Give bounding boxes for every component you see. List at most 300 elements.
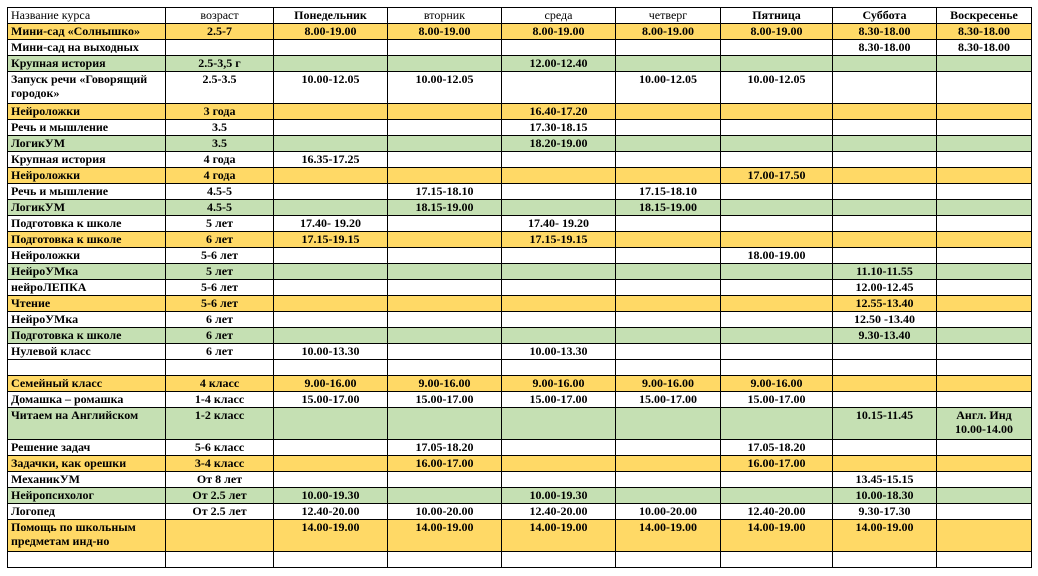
cell-course-name: Подготовка к школе xyxy=(8,232,166,248)
cell-age: 5-6 лет xyxy=(166,280,274,296)
cell-saturday: 11.10-11.55 xyxy=(833,264,937,280)
cell-wednesday xyxy=(502,408,616,440)
cell-course-name: Нейроложки xyxy=(8,248,166,264)
cell-sunday xyxy=(937,232,1032,248)
cell-tuesday: 15.00-17.00 xyxy=(388,392,502,408)
cell-age: 6 лет xyxy=(166,344,274,360)
cell-monday xyxy=(274,456,388,472)
cell-age: 6 лет xyxy=(166,328,274,344)
cell-wednesday: 14.00-19.00 xyxy=(502,520,616,552)
cell-course-name: Чтение xyxy=(8,296,166,312)
cell-tuesday xyxy=(388,472,502,488)
cell-age: 3.5 xyxy=(166,120,274,136)
cell-sunday xyxy=(937,312,1032,328)
cell-course-name: ЛогикУМ xyxy=(8,200,166,216)
cell-course-name: Логопед xyxy=(8,504,166,520)
cell-saturday: 8.30-18.00 xyxy=(833,40,937,56)
cell-monday: 9.00-16.00 xyxy=(274,376,388,392)
cell-thursday xyxy=(616,440,721,456)
cell-wednesday: 9.00-16.00 xyxy=(502,376,616,392)
cell-tuesday xyxy=(388,488,502,504)
cell-saturday: 14.00-19.00 xyxy=(833,520,937,552)
table-row xyxy=(8,376,1032,392)
cell-tuesday xyxy=(388,264,502,280)
cell-thursday: 8.00-19.00 xyxy=(616,24,721,40)
cell-friday xyxy=(721,216,833,232)
cell-monday xyxy=(274,296,388,312)
cell-age: 1-2 класс xyxy=(166,408,274,440)
cell-friday xyxy=(721,328,833,344)
table-row xyxy=(8,152,1032,168)
cell-tuesday xyxy=(388,136,502,152)
cell-course-name: МеханикУМ xyxy=(8,472,166,488)
schedule-table xyxy=(7,7,1032,568)
cell-saturday: 9.30-17.30 xyxy=(833,504,937,520)
cell-wednesday xyxy=(502,440,616,456)
cell-saturday: 9.30-13.40 xyxy=(833,328,937,344)
cell-wednesday xyxy=(502,40,616,56)
cell-saturday: 12.55-13.40 xyxy=(833,296,937,312)
cell-age: 3-4 класс xyxy=(166,456,274,472)
cell-thursday xyxy=(616,56,721,72)
cell-tuesday: 17.05-18.20 xyxy=(388,440,502,456)
cell-saturday xyxy=(833,56,937,72)
cell-age: 2.5-7 xyxy=(166,24,274,40)
cell-saturday: 10.00-18.30 xyxy=(833,488,937,504)
cell-monday xyxy=(274,184,388,200)
cell-saturday xyxy=(833,120,937,136)
cell-sunday xyxy=(937,520,1032,552)
table-row xyxy=(8,520,1032,552)
cell-saturday xyxy=(833,104,937,120)
cell-age: 3.5 xyxy=(166,136,274,152)
cell-wednesday: 10.00-19.30 xyxy=(502,488,616,504)
cell-friday: 12.40-20.00 xyxy=(721,504,833,520)
cell-monday xyxy=(274,472,388,488)
cell-wednesday: 17.40- 19.20 xyxy=(502,216,616,232)
cell-wednesday xyxy=(502,472,616,488)
cell-tuesday xyxy=(388,40,502,56)
cell-friday: 9.00-16.00 xyxy=(721,376,833,392)
cell-age: 1-4 класс xyxy=(166,392,274,408)
cell-sunday xyxy=(937,104,1032,120)
cell-wednesday: 17.30-18.15 xyxy=(502,120,616,136)
cell-thursday xyxy=(616,136,721,152)
cell-thursday: 10.00-20.00 xyxy=(616,504,721,520)
cell-friday xyxy=(721,104,833,120)
cell-sunday xyxy=(937,344,1032,360)
cell-friday xyxy=(721,344,833,360)
cell-thursday: 15.00-17.00 xyxy=(616,392,721,408)
cell-wednesday xyxy=(502,552,616,568)
cell-age xyxy=(166,40,274,56)
cell-friday: 17.05-18.20 xyxy=(721,440,833,456)
cell-saturday xyxy=(833,168,937,184)
cell-course-name: нейроЛЕПКА xyxy=(8,280,166,296)
cell-tuesday: 10.00-12.05 xyxy=(388,72,502,104)
header-thursday: четверг xyxy=(616,8,721,24)
cell-sunday xyxy=(937,440,1032,456)
cell-age: От 2.5 лет xyxy=(166,488,274,504)
cell-thursday xyxy=(616,232,721,248)
cell-course-name: Домашка – ромашка xyxy=(8,392,166,408)
cell-tuesday xyxy=(388,168,502,184)
cell-tuesday xyxy=(388,152,502,168)
table-row xyxy=(8,392,1032,408)
cell-tuesday xyxy=(388,56,502,72)
schedule-body xyxy=(8,8,1032,568)
cell-thursday: 17.15-18.10 xyxy=(616,184,721,200)
cell-monday: 10.00-13.30 xyxy=(274,344,388,360)
cell-thursday xyxy=(616,472,721,488)
cell-sunday: 8.30-18.00 xyxy=(937,40,1032,56)
cell-tuesday: 9.00-16.00 xyxy=(388,376,502,392)
cell-saturday: 8.30-18.00 xyxy=(833,24,937,40)
header-age: возраст xyxy=(166,8,274,24)
cell-tuesday xyxy=(388,408,502,440)
cell-age: 5 лет xyxy=(166,264,274,280)
cell-age xyxy=(166,360,274,376)
cell-friday xyxy=(721,120,833,136)
cell-saturday xyxy=(833,232,937,248)
cell-wednesday: 12.40-20.00 xyxy=(502,504,616,520)
table-row xyxy=(8,216,1032,232)
cell-sunday xyxy=(937,280,1032,296)
cell-wednesday xyxy=(502,152,616,168)
cell-sunday xyxy=(937,72,1032,104)
cell-wednesday xyxy=(502,184,616,200)
cell-monday: 12.40-20.00 xyxy=(274,504,388,520)
cell-friday xyxy=(721,232,833,248)
cell-thursday xyxy=(616,456,721,472)
cell-course-name: Нейроложки xyxy=(8,104,166,120)
table-row xyxy=(8,24,1032,40)
cell-thursday xyxy=(616,248,721,264)
table-row xyxy=(8,344,1032,360)
cell-wednesday: 17.15-19.15 xyxy=(502,232,616,248)
header-friday: Пятница xyxy=(721,8,833,24)
cell-tuesday xyxy=(388,344,502,360)
cell-friday: 10.00-12.05 xyxy=(721,72,833,104)
cell-thursday: 14.00-19.00 xyxy=(616,520,721,552)
cell-course-name: Решение задач xyxy=(8,440,166,456)
cell-saturday xyxy=(833,184,937,200)
cell-monday xyxy=(274,552,388,568)
cell-saturday: 12.00-12.45 xyxy=(833,280,937,296)
cell-sunday xyxy=(937,184,1032,200)
cell-saturday xyxy=(833,376,937,392)
cell-thursday xyxy=(616,280,721,296)
cell-thursday xyxy=(616,40,721,56)
cell-friday: 8.00-19.00 xyxy=(721,24,833,40)
cell-wednesday xyxy=(502,280,616,296)
cell-thursday xyxy=(616,296,721,312)
cell-monday xyxy=(274,248,388,264)
table-row xyxy=(8,40,1032,56)
table-row xyxy=(8,312,1032,328)
cell-course-name: Нейропсихолог xyxy=(8,488,166,504)
cell-tuesday xyxy=(388,280,502,296)
cell-friday xyxy=(721,152,833,168)
cell-course-name: Подготовка к школе xyxy=(8,216,166,232)
cell-saturday xyxy=(833,216,937,232)
cell-sunday xyxy=(937,168,1032,184)
table-row xyxy=(8,408,1032,440)
cell-sunday xyxy=(937,392,1032,408)
cell-monday: 10.00-19.30 xyxy=(274,488,388,504)
cell-thursday xyxy=(616,168,721,184)
cell-friday xyxy=(721,472,833,488)
table-row xyxy=(8,488,1032,504)
cell-friday xyxy=(721,360,833,376)
cell-course-name: Речь и мышление xyxy=(8,120,166,136)
cell-tuesday xyxy=(388,104,502,120)
cell-course-name: Читаем на Английском xyxy=(8,408,166,440)
cell-saturday xyxy=(833,552,937,568)
cell-age xyxy=(166,552,274,568)
cell-wednesday xyxy=(502,456,616,472)
cell-monday: 8.00-19.00 xyxy=(274,24,388,40)
cell-friday xyxy=(721,488,833,504)
cell-thursday xyxy=(616,120,721,136)
table-row xyxy=(8,552,1032,568)
cell-sunday xyxy=(937,248,1032,264)
table-row xyxy=(8,248,1032,264)
header-saturday: Суббота xyxy=(833,8,937,24)
cell-sunday xyxy=(937,360,1032,376)
header-wednesday: среда xyxy=(502,8,616,24)
cell-thursday xyxy=(616,408,721,440)
cell-saturday xyxy=(833,456,937,472)
cell-thursday: 18.15-19.00 xyxy=(616,200,721,216)
cell-course-name: Крупная история xyxy=(8,152,166,168)
table-row xyxy=(8,56,1032,72)
table-row xyxy=(8,72,1032,104)
cell-age: 4 класс xyxy=(166,376,274,392)
cell-tuesday xyxy=(388,312,502,328)
cell-monday xyxy=(274,408,388,440)
cell-wednesday xyxy=(502,328,616,344)
cell-thursday xyxy=(616,328,721,344)
cell-saturday xyxy=(833,152,937,168)
cell-course-name: Семейный класс xyxy=(8,376,166,392)
cell-tuesday xyxy=(388,232,502,248)
cell-saturday xyxy=(833,136,937,152)
table-row xyxy=(8,184,1032,200)
cell-wednesday: 12.00-12.40 xyxy=(502,56,616,72)
cell-friday: 14.00-19.00 xyxy=(721,520,833,552)
cell-monday: 16.35-17.25 xyxy=(274,152,388,168)
cell-sunday xyxy=(937,488,1032,504)
cell-friday: 18.00-19.00 xyxy=(721,248,833,264)
header-tuesday: вторник xyxy=(388,8,502,24)
cell-course-name: ЛогикУМ xyxy=(8,136,166,152)
table-row xyxy=(8,104,1032,120)
cell-monday: 14.00-19.00 xyxy=(274,520,388,552)
cell-sunday xyxy=(937,376,1032,392)
cell-saturday xyxy=(833,72,937,104)
cell-monday: 15.00-17.00 xyxy=(274,392,388,408)
cell-sunday: Англ. Инд 10.00-14.00 xyxy=(937,408,1032,440)
cell-friday: 15.00-17.00 xyxy=(721,392,833,408)
cell-friday xyxy=(721,184,833,200)
cell-wednesday: 18.20-19.00 xyxy=(502,136,616,152)
cell-course-name: Помощь по школьным предметам инд-но xyxy=(8,520,166,552)
cell-course-name: НейроУМка xyxy=(8,264,166,280)
table-row xyxy=(8,136,1032,152)
cell-friday: 16.00-17.00 xyxy=(721,456,833,472)
table-row xyxy=(8,120,1032,136)
cell-tuesday xyxy=(388,216,502,232)
cell-thursday xyxy=(616,104,721,120)
cell-monday xyxy=(274,264,388,280)
cell-thursday xyxy=(616,552,721,568)
cell-age: От 8 лет xyxy=(166,472,274,488)
cell-sunday xyxy=(937,216,1032,232)
cell-course-name: Мини-сад «Солнышко» xyxy=(8,24,166,40)
table-row xyxy=(8,280,1032,296)
table-row xyxy=(8,296,1032,312)
cell-monday xyxy=(274,200,388,216)
cell-age: 5-6 лет xyxy=(166,248,274,264)
cell-course-name: Мини-сад на выходных xyxy=(8,40,166,56)
cell-thursday: 10.00-12.05 xyxy=(616,72,721,104)
table-row xyxy=(8,472,1032,488)
cell-tuesday: 16.00-17.00 xyxy=(388,456,502,472)
cell-friday xyxy=(721,408,833,440)
table-row xyxy=(8,504,1032,520)
cell-monday xyxy=(274,360,388,376)
cell-age: 5-6 лет xyxy=(166,296,274,312)
cell-saturday xyxy=(833,344,937,360)
cell-wednesday xyxy=(502,248,616,264)
cell-wednesday: 16.40-17.20 xyxy=(502,104,616,120)
cell-wednesday: 8.00-19.00 xyxy=(502,24,616,40)
cell-tuesday xyxy=(388,328,502,344)
cell-monday: 17.15-19.15 xyxy=(274,232,388,248)
table-row xyxy=(8,200,1032,216)
cell-monday xyxy=(274,440,388,456)
cell-age: 4 года xyxy=(166,168,274,184)
cell-course-name: Нейроложки xyxy=(8,168,166,184)
cell-tuesday xyxy=(388,296,502,312)
cell-saturday xyxy=(833,248,937,264)
cell-thursday xyxy=(616,152,721,168)
cell-tuesday xyxy=(388,552,502,568)
cell-monday xyxy=(274,56,388,72)
table-row xyxy=(8,168,1032,184)
cell-monday: 10.00-12.05 xyxy=(274,72,388,104)
cell-tuesday xyxy=(388,120,502,136)
cell-sunday xyxy=(937,136,1032,152)
cell-tuesday xyxy=(388,360,502,376)
cell-course-name: Запуск речи «Говорящий городок» xyxy=(8,72,166,104)
cell-thursday xyxy=(616,360,721,376)
cell-age: От 2.5 лет xyxy=(166,504,274,520)
cell-sunday xyxy=(937,200,1032,216)
cell-wednesday xyxy=(502,72,616,104)
cell-wednesday xyxy=(502,296,616,312)
cell-wednesday xyxy=(502,200,616,216)
cell-friday xyxy=(721,296,833,312)
cell-course-name: Крупная история xyxy=(8,56,166,72)
cell-saturday xyxy=(833,360,937,376)
cell-tuesday: 18.15-19.00 xyxy=(388,200,502,216)
cell-wednesday: 15.00-17.00 xyxy=(502,392,616,408)
cell-friday xyxy=(721,312,833,328)
cell-age: 4 года xyxy=(166,152,274,168)
cell-sunday xyxy=(937,328,1032,344)
table-row xyxy=(8,328,1032,344)
cell-friday xyxy=(721,280,833,296)
cell-sunday: 8.30-18.00 xyxy=(937,24,1032,40)
cell-monday xyxy=(274,312,388,328)
cell-monday xyxy=(274,40,388,56)
table-row xyxy=(8,456,1032,472)
cell-age: 2.5-3,5 г xyxy=(166,56,274,72)
cell-friday xyxy=(721,56,833,72)
table-row xyxy=(8,232,1032,248)
cell-tuesday xyxy=(388,248,502,264)
cell-tuesday: 10.00-20.00 xyxy=(388,504,502,520)
cell-saturday: 10.15-11.45 xyxy=(833,408,937,440)
cell-course-name: Подготовка к школе xyxy=(8,328,166,344)
table-row xyxy=(8,264,1032,280)
cell-age: 3 года xyxy=(166,104,274,120)
cell-sunday xyxy=(937,56,1032,72)
table-row xyxy=(8,360,1032,376)
cell-sunday xyxy=(937,456,1032,472)
cell-saturday: 12.50 -13.40 xyxy=(833,312,937,328)
cell-age: 4.5-5 xyxy=(166,200,274,216)
cell-thursday xyxy=(616,488,721,504)
cell-age: 4.5-5 xyxy=(166,184,274,200)
cell-course-name xyxy=(8,552,166,568)
cell-thursday xyxy=(616,216,721,232)
cell-monday xyxy=(274,136,388,152)
cell-friday xyxy=(721,200,833,216)
cell-tuesday: 8.00-19.00 xyxy=(388,24,502,40)
header-monday: Понедельник xyxy=(274,8,388,24)
cell-age: 6 лет xyxy=(166,312,274,328)
cell-sunday xyxy=(937,120,1032,136)
cell-monday: 17.40- 19.20 xyxy=(274,216,388,232)
header-course: Название курса xyxy=(8,8,166,24)
cell-wednesday xyxy=(502,264,616,280)
cell-wednesday: 10.00-13.30 xyxy=(502,344,616,360)
cell-thursday xyxy=(616,264,721,280)
cell-age xyxy=(166,520,274,552)
cell-age: 2.5-3.5 xyxy=(166,72,274,104)
cell-wednesday xyxy=(502,360,616,376)
cell-monday xyxy=(274,328,388,344)
cell-sunday xyxy=(937,504,1032,520)
cell-age: 5-6 класс xyxy=(166,440,274,456)
cell-friday xyxy=(721,264,833,280)
cell-course-name: Речь и мышление xyxy=(8,184,166,200)
cell-saturday xyxy=(833,200,937,216)
cell-monday xyxy=(274,168,388,184)
cell-monday xyxy=(274,120,388,136)
cell-friday xyxy=(721,136,833,152)
cell-monday xyxy=(274,280,388,296)
cell-course-name: Нулевой класс xyxy=(8,344,166,360)
cell-tuesday: 17.15-18.10 xyxy=(388,184,502,200)
cell-wednesday xyxy=(502,312,616,328)
cell-age: 5 лет xyxy=(166,216,274,232)
cell-thursday xyxy=(616,312,721,328)
cell-sunday xyxy=(937,296,1032,312)
